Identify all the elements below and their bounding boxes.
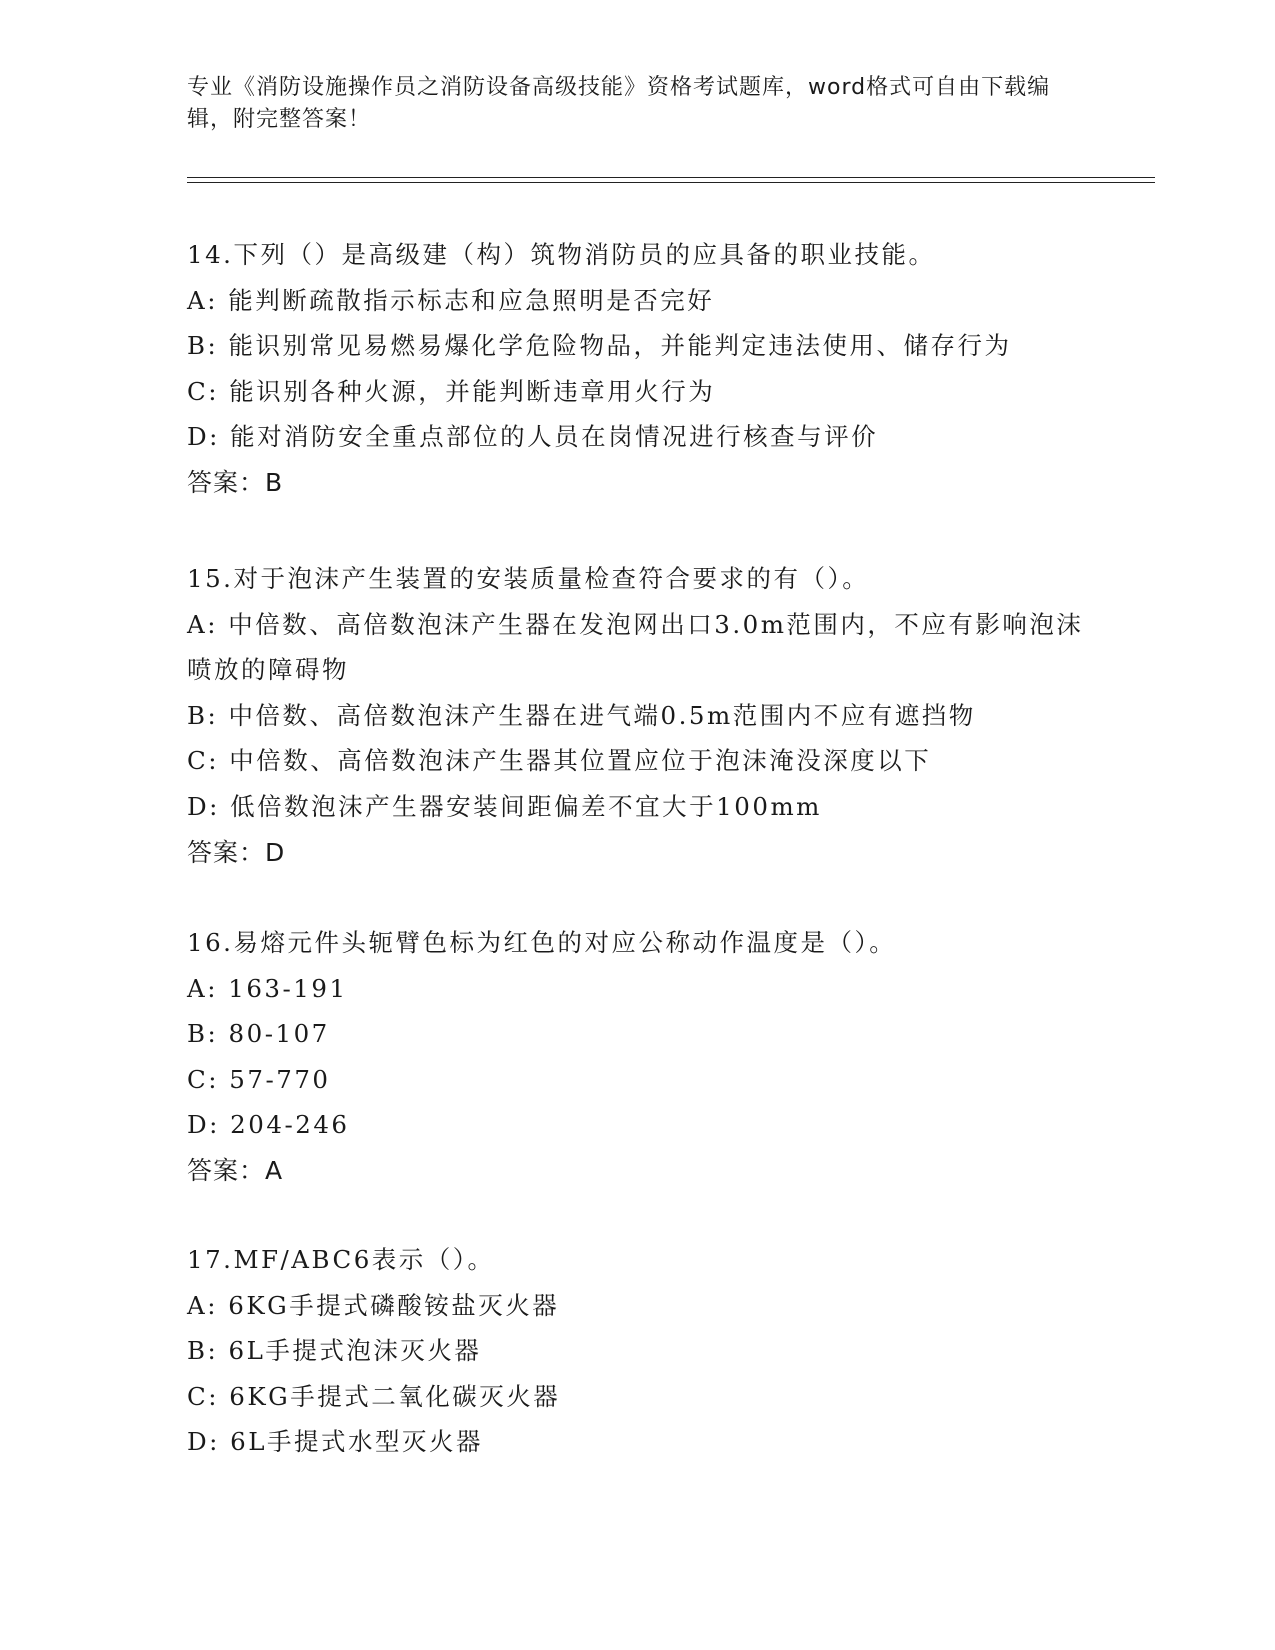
question-stem: 15.对于泡沫产生装置的安装质量检查符合要求的有（）。 bbox=[187, 564, 870, 593]
question-16 bbox=[187, 920, 1087, 1194]
option-b: B: 6L手提式泡沫灭火器 bbox=[187, 1336, 482, 1366]
option-c: C: 中倍数、高倍数泡沫产生器其位置应位于泡沫淹没深度以下 bbox=[187, 746, 932, 776]
option-d: D: 低倍数泡沫产生器安装间距偏差不宜大于100mm bbox=[187, 791, 822, 821]
option-b: B: 80-107 bbox=[187, 1019, 330, 1049]
option-c: C: 57-770 bbox=[187, 1064, 331, 1094]
option-d: D: 能对消防安全重点部位的人员在岗情况进行核查与评价 bbox=[187, 422, 879, 452]
question-14 bbox=[187, 232, 1087, 506]
document-header: 专业《消防设施操作员之消防设备高级技能》资格考试题库，word格式可自由下载编辑，附完整答案！ bbox=[187, 75, 1051, 132]
option-a: A: 163-191 bbox=[187, 973, 348, 1003]
header-divider-bottom bbox=[187, 182, 1155, 183]
option-a: A: 中倍数、高倍数泡沫产生器在发泡网出口3.0m范围内，不应有影响泡沫喷放的障碍物 bbox=[187, 609, 1084, 685]
answer: 答案：D bbox=[187, 837, 286, 867]
option-b: B: 能识别常见易燃易爆化学危险物品，并能判定违法使用、储存行为 bbox=[187, 331, 1012, 361]
header-divider-top bbox=[187, 177, 1155, 178]
option-d: D: 204-246 bbox=[187, 1110, 350, 1140]
question-15 bbox=[187, 556, 1087, 875]
answer: 答案：A bbox=[187, 1155, 284, 1185]
option-d: D: 6L手提式水型灭火器 bbox=[187, 1427, 484, 1457]
option-c: C: 6KG手提式二氧化碳灭火器 bbox=[187, 1381, 561, 1411]
question-stem: 17.MF/ABC6表示（）。 bbox=[187, 1245, 495, 1274]
question-17 bbox=[187, 1237, 1087, 1465]
question-stem: 14.下列（）是高级建（构）筑物消防员的应具备的职业技能。 bbox=[187, 240, 936, 269]
option-b: B: 中倍数、高倍数泡沫产生器在进气端0.5m范围内不应有遮挡物 bbox=[187, 700, 976, 730]
option-c: C: 能识别各种火源，并能判断违章用火行为 bbox=[187, 376, 716, 406]
option-a: A: 能判断疏散指示标志和应急照明是否完好 bbox=[187, 285, 715, 315]
option-a: A: 6KG手提式磷酸铵盐灭火器 bbox=[187, 1290, 560, 1320]
answer: 答案：B bbox=[187, 467, 284, 497]
question-stem: 16.易熔元件头轭臂色标为红色的对应公称动作温度是（）。 bbox=[187, 928, 897, 957]
